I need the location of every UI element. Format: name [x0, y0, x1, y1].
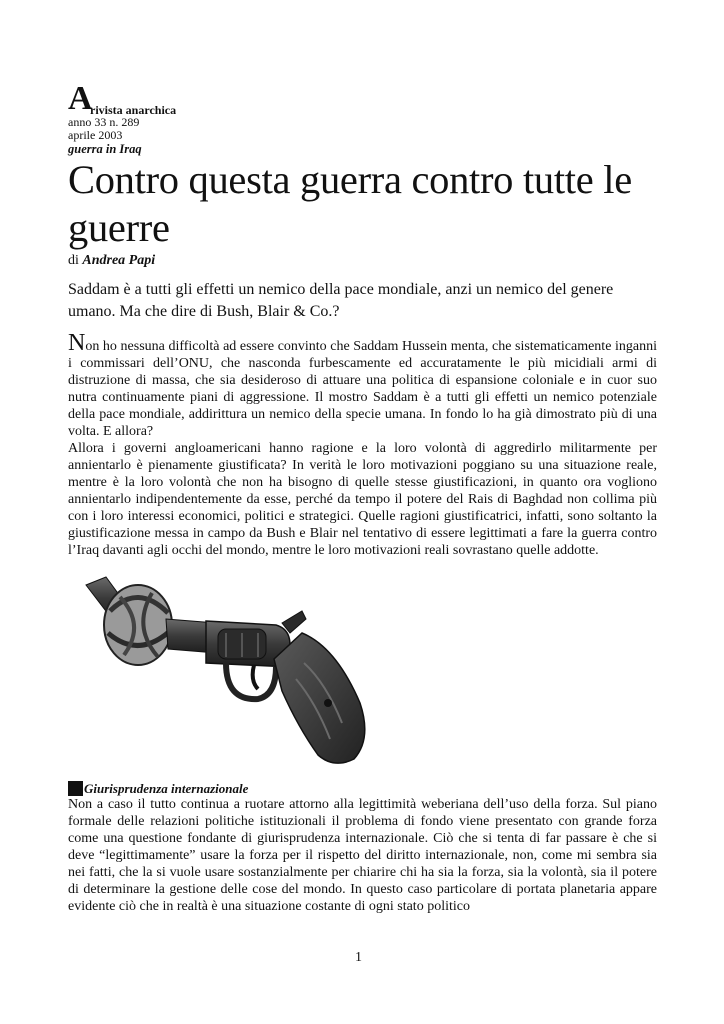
drop-cap: N [68, 330, 86, 356]
article-lead: Saddam è a tutti gli effetti un nemico della pace mondiale, anzi un nemico del genere umano. Ma che dire di Bush, Blair & Co.? [68, 281, 614, 320]
author-name: Andrea Papi [82, 253, 156, 268]
magazine-logo: A [68, 80, 93, 117]
issue-date: aprile 2003 [68, 128, 123, 142]
masthead [68, 80, 657, 117]
subheading-row [68, 781, 657, 796]
knotted-gun-image [76, 563, 376, 773]
section-tag: guerra in Iraq [68, 142, 142, 156]
paragraph-2: Allora i governi angloamericani hanno ragione e la loro volontà di aggredirlo militarmente per annientarlo è pienamente giustificata? In verità le loro motivazioni poggiano su una situazione reale, mentre è la loro volontà che non ha bisogno di quelle stesse giustificazioni, in quanto ora vogliono annientarlo indipendentemente da esse, perché da tempo il potere del Rais di Baghdad non collima più con i loro interessi economici, politici e strategici. Quelle ragioni giustificatrici, infatti, sono soltanto la giustificazione messa in campo da Bush e Blair nel tentativo di essere legittimati a fare la guerra contro l’Iraq davanti agli occhi del mondo, mentre le loro motivazioni reali sovrastano quelle addotte. [68, 441, 657, 558]
subheading-square-marker [68, 781, 83, 796]
article-title: Contro questa guerra contro tutte le guerre [68, 157, 632, 250]
page-number: 1 [355, 950, 362, 965]
issue-number: anno 33 n. 289 [68, 115, 140, 129]
byline-prefix: di [68, 253, 79, 268]
magazine-name: rivista anarchica [90, 103, 177, 117]
paragraph-1-text: on ho nessuna difficoltà ad essere convinto che Saddam Hussein menta, che sistematicamente inganni i commissari dell’ONU, che nasconda furbescamente ed accuratamente le più micidiali armi di distruzione di massa, che sia desideroso di attuare una politica di espansione coloniale e in cuor suo nutra continuamente piani di aggressione. Il mostro Saddam è a tutti gli effetti un nemico potenziale della pace mondiale, addirittura un nemico della specie umana. In fondo lo ha già dimostrato più di una volta. E allora? [68, 339, 657, 439]
byline [68, 252, 657, 269]
paragraph-3: Non a caso il tutto continua a ruotare attorno alla legittimità weberiana dell’uso della forza. Sul piano formale delle relazioni politiche istituzionali il problema di fondo viene presentato con grande forza come una questione fondante di giurisprudenza internazionale. Ciò che si tenta di far passare è che si deve “legittimamente” usare la forza per il rispetto del diritto internazionale, non, come mi sembra sia nei fatti, che la si vuole usare sostanzialmente per chiarire chi ha sia la forza, sia la volontà, sia il potere di determinare la gestione delle cose del mondo. In questo caso particolare di portata planetaria appare evidente ciò che in realtà è una situazione costante di ogni stato politico [68, 797, 657, 914]
paragraph-1 [68, 330, 657, 440]
subheading: Giurisprudenza internazionale [84, 781, 249, 796]
article-page [68, 80, 657, 915]
knotted-revolver-illustration [76, 563, 376, 773]
